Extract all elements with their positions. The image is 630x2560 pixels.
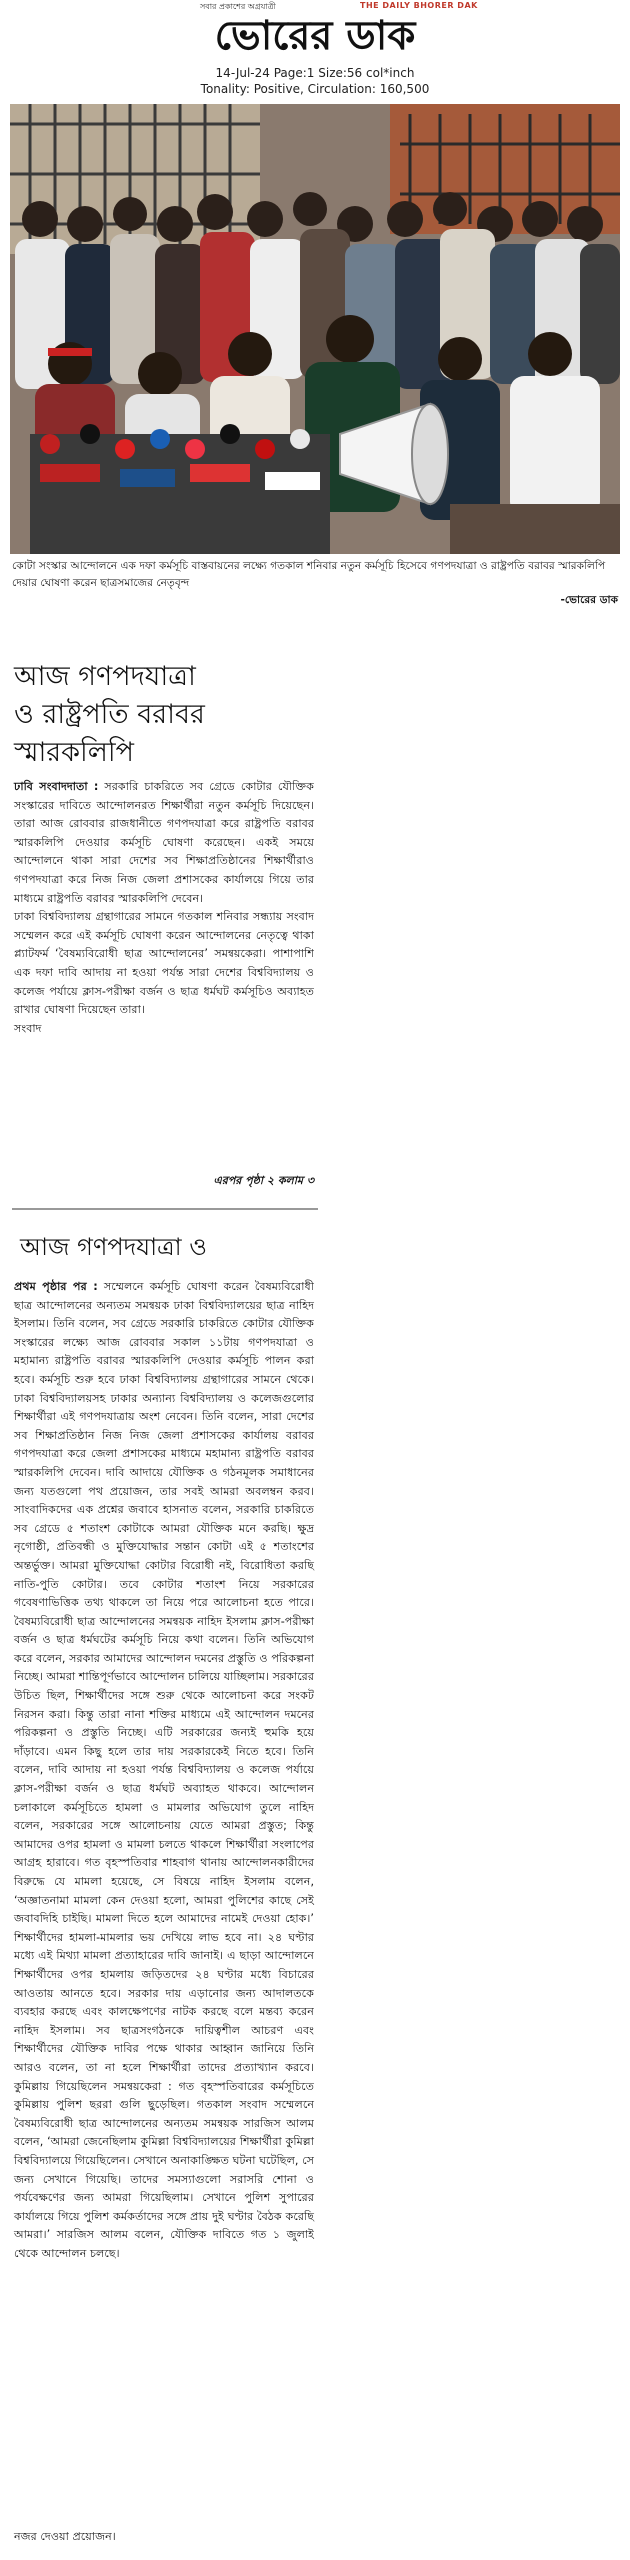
continuation-heading: আজ গণপদযাত্রা ও xyxy=(20,1233,207,1261)
section-divider xyxy=(12,1208,318,1210)
continuation-text: সম্মেলনে কর্মসূচি ঘোষণা করেন বৈষম্যবিরোধী ছাত্র আন্দোলনের অন্যতম সমন্বয়ক ঢাকা বিশ্ববিদ্যালয়ের ছাত্র নাহিদ ইসলাম। তিনি বলেন, সব গ্রেডে সরকারি চাকরিতে কোটার যৌক্তিক সংস্কারের লক্ষ্যে আজ রোববার সকাল ১১টায় গণপদযাত্রা ও মহামান্য রাষ্ট্রপতি বরাবর স্মারকলিপি দেওয়ার কর্মসূচি পালন করা হবে। কর্মসূচি শুরু হবে ঢাকা বিশ্ববিদ্যালয় গ্রন্থাগারের সামনে থেকে। ঢাকা বিশ্ববিদ্যালয়সহ ঢাকার অন্যান্য বিশ্ববিদ্যালয় ও কলেজগুলোর শিক্ষার্থীরা এই গণপদযাত্রায় অংশ নেবেন। তিনি বলেন, সারা দেশের সব শিক্ষাপ্রতিষ্ঠান নিজ নিজ জেলা প্রশাসকের কার্যালয় বরাবর গণপদযাত্রা করে জেলা প্রশাসকের মাধ্যমে মহামান্য রাষ্ট্রপতি বরাবর স্মারকলিপি দেবেন। দাবি আদায়ে যৌক্তিক ও গঠনমূলক সমাধানের জন্য যতগুলো পথ প্রয়োজন, তার সবই আমরা অবলম্বন করব। সাংবাদিকদের এক প্রশ্নের জবাবে হাসনাত বলেন, সরকারি চাকরিতে সব গ্রেডে ৫ শতাংশ কোটাকে আমরা যৌক্তিক মনে করছি। ক্ষুদ্র নৃগোষ্ঠী, প্রতিবন্ধী ও মুক্তিযোদ্ধার সন্তান কোটা এই ৫ শতাংশের অন্তর্ভুক্ত। আমরা মুক্তিযোদ্ধা কোটার বিরোধী নই, বিরোধিতা করছি নাতি-পুতি কোটার। তবে কোটার শতাংশ নিয়ে সরকারের গবেষণাভিত্তিক তথ্য থাকলে তা নিয়ে পরে আলোচনা হতে পারে। বৈষম্যবিরোধী ছাত্র আন্দোলনের সমন্বয়ক নাহিদ ইসলাম ক্লাস-পরীক্ষা বর্জন ও ছাত্র ধর্মঘটের কর্মসূচি নিয়ে কথা বলেন। তিনি অভিযোগ করে বলেন, সরকার আমাদের আন্দোলন দমনের প্রস্তুতি ও পরিকল্পনা নিচ্ছে। আমরা শান্তিপূর্ণভাবে আন্দোলন চালিয়ে যাচ্ছিলাম। সরকারের উচিত ছিল, শিক্ষার্থীদের সঙ্গে শুরু থেকে আলোচনা করে সংকট নিরসন করা। কিন্তু তারা নানা শক্তির মাধ্যমে এই আন্দোলন দমনের পরিকল্পনা ও প্রস্তুতি নিচ্ছে। এটি সরকারের জন্যই হুমকি হয়ে দাঁড়াবে। এমন কিছু হলে তার দায় সরকারকেই নিতে হবে। তিনি বলেন, দাবি আদায় না হওয়া পর্যন্ত বিশ্ববিদ্যালয় ও কলেজ পর্যায়ে ক্লাস-পরীক্ষা বর্জন ও ছাত্র ধর্মঘট অব্যাহত থাকবে। আন্দোলন চলাকালে কর্মসূচিতে হামলা ও মামলার অভিযোগ তুলে নাহিদ বলেন, সরকারের সঙ্গে আলোচনায় যেতে আমরা প্রস্তুত; কিন্তু আমাদের ওপর হামলা ও মামলা চলতে থাকলে শিক্ষার্থীরা সংলাপের আগ্রহ হারাবে। গত বৃহস্পতিবার শাহবাগ থানায় আন্দোলনকারীদের বিরুদ্ধে যে মামলা হয়েছে, সে বিষয়ে নাহিদ ইসলাম বলেন, ‘অজ্ঞাতনামা মামলা কেন দেওয়া হলো, আমরা পুলিশের কাছে সেই জবাবদিহি চাইছি। মামলা দিতে হলে আমাদের নামেই দেওয়া হোক।’ শিক্ষার্থীদের হামলা-মামলার ভয় দেখিয়ে লাভ হবে না। ২৪ ঘণ্টার মধ্যে এই মিথ্যা মামলা প্রত্যাহারের দাবি জানাই। এ ছাড়া আন্দোলনে শিক্ষার্থীদের ওপর হামলায় জড়িতদের ২৪ ঘণ্টার মধ্যে বিচারের আওতায় আনতে হবে। সরকার দায় এড়ানোর জন্য আদালতকে ব্যবহার করছে এবং কালক্ষেপণের নাটক করছে বলে মন্তব্য করেন নাহিদ ইসলাম। সব ছাত্রসংগঠনকে দায়িত্বশীল আচরণ এবং শিক্ষার্থীদের যৌক্তিক দাবির পক্ষে থাকার আহ্বান জানিয়ে তিনি আরও বলেন, তা না হলে শিক্ষার্থীরা তাদের প্রত্যাখ্যান করবে। কুমিল্লায় গিয়েছিলেন সমন্বয়কেরা : গত বৃহস্পতিবারের কর্মসূচিতে কুমিল্লায় পুলিশ ছররা গুলি ছুড়েছিল। গতকাল সংবাদ সম্মেলনে বৈষম্যবিরোধী ছাত্র আন্দোলনের অন্যতম সমন্বয়ক সারজিস আলম বলেন, ‘আমরা জেনেছিলাম কুমিল্লা বিশ্ববিদ্যালয়ের শিক্ষার্থীরা কুমিল্লা বিশ্ববিদ্যালয়ে গিয়েছিলেন। সেখানে অনাকাঙ্ক্ষিত ঘটনা ঘটেছিল, সে জন্য সেখানে গিয়েছি। তাদের সমস্যাগুলো সরাসরি শোনা ও পর্যবেক্ষণের জন্য আমরা গিয়েছিলাম। সেখানে পুলিশ সুপারের কার্যালয়ে গিয়ে পুলিশ কর্মকর্তাদের সঙ্গে প্রায় দুই ঘণ্টার বৈঠক করেছি আমরা।’ সারজিস আলম বলেন, যৌক্তিক দাবিতে গত ১ জুলাই থেকে আন্দোলন চলছে। xyxy=(14,1280,314,2260)
continuation-body xyxy=(14,1278,314,2263)
masthead-tagline: সবার প্রকাশের অগ্রযাত্রী xyxy=(200,2,276,11)
continued-note: এরপর পৃষ্ঠা ২ কলাম ৩ xyxy=(213,1174,314,1187)
article-source: সংবাদ xyxy=(14,1021,42,1035)
continuation-paragraph xyxy=(14,1278,314,2263)
headline-line-2: ও রাষ্ট্রপতি বরাবর xyxy=(14,699,205,730)
photo-credit: -ভোরের ডাক xyxy=(560,594,618,606)
photo-caption xyxy=(12,558,618,609)
headline-line-1: আজ গণপদযাত্রা xyxy=(14,661,196,692)
clipping-tonality-line: Tonality: Positive, Circulation: 160,500 xyxy=(200,82,430,96)
masthead xyxy=(0,0,630,102)
article-paragraph-2: ঢাকা বিশ্ববিদ্যালয় গ্রন্থাগারের সামনে গতকাল শনিবার সন্ধ্যায় সংবাদ সম্মেলন করে এই কর্মসূচি ঘোষণা করেন আন্দোলনের নেতৃত্বে থাকা প্ল্যাটফর্ম ‘বৈষম্যবিরোধী ছাত্র আন্দোলনের’ সমন্বয়কেরা। পাশাপাশি এক দফা দাবি আদায় না হওয়া পর্যন্ত সারা দেশের বিশ্ববিদ্যালয় ও কলেজ পর্যায়ে ক্লাস-পরীক্ষা বর্জন ও ছাত্র ধর্মঘট কর্মসূচিও অব্যাহত রাখার ঘোষণা দিয়েছেন তারা। xyxy=(14,910,314,1017)
clipping-meta-line: 14-Jul-24 Page:1 Size:56 col*inch xyxy=(215,66,415,80)
article-headline xyxy=(14,658,314,772)
photo-caption-text: কোটা সংস্কার আন্দোলনে এক দফা কর্মসূচি বাস্তবায়নের লক্ষ্যে গতকাল শনিবার নতুন কর্মসূচি হিসেবে গণপদযাত্রা ও রাষ্ট্রপতি বরাবর স্মারকলিপি দেয়ার ঘোষণা করেন ছাত্রসমাজের নেতৃবৃন্দ xyxy=(12,560,606,589)
newspaper-title: ভোরের ডাক xyxy=(214,12,416,59)
article-lead xyxy=(14,778,314,908)
press-conference-photo xyxy=(10,104,620,554)
article-body xyxy=(14,778,314,1038)
masthead-english-name: THE DAILY BHORER DAK xyxy=(360,1,478,10)
headline-line-3: স্মারকলিপি xyxy=(14,737,134,768)
article-dateline: ঢাবি সংবাদদাতা : xyxy=(14,780,99,793)
article-lead-text: সরকারি চাকরিতে সব গ্রেডে কোটার যৌক্তিক সংস্কারের দাবিতে আন্দোলনরত শিক্ষার্থীরা নতুন কর্মসূচি দিয়েছেন। তারা আজ রোববার রাজধানীতে গণপদযাত্রা করে রাষ্ট্রপতি বরাবর স্মারকলিপি দেওয়ার কর্মসূচি ঘোষণা করেছেন। একই সময়ে আন্দোলনে থাকা সারা দেশের সব শিক্ষাপ্রতিষ্ঠানের শিক্ষার্থীরাও গণপদযাত্রা করে নিজ নিজ জেলা প্রশাসকের কার্যালয়ে গিয়ে তার মাধ্যমে রাষ্ট্রপতি বরাবর স্মারকলিপি দেবেন। xyxy=(14,780,314,905)
continuation-from: প্রথম পৃষ্ঠার পর : xyxy=(14,1280,98,1293)
trailing-line: নজর দেওয়া প্রয়োজন। xyxy=(14,2530,116,2543)
